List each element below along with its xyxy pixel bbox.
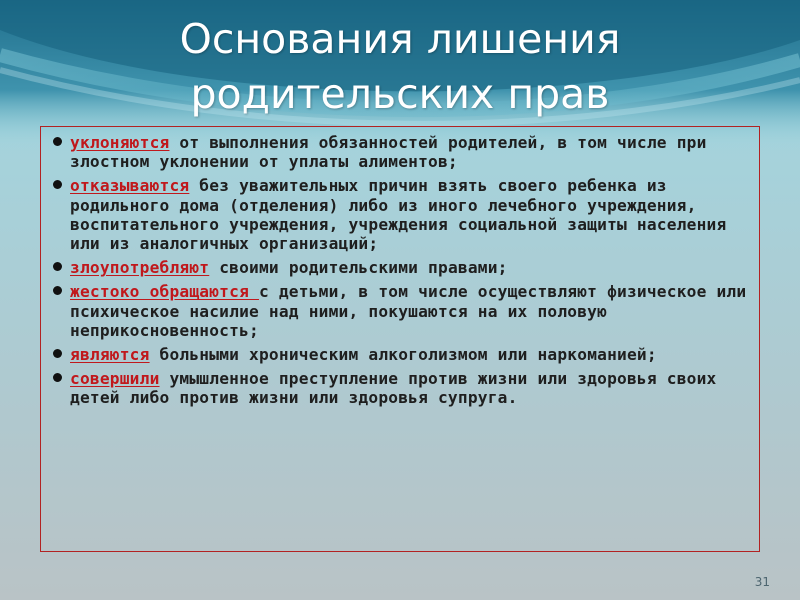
item-text: больными хроническим алкоголизмом или наркоманией; — [149, 345, 657, 365]
item-text: умышленное преступление против жизни или здоровья своих детей либо против жизни или здоровья супруга. — [70, 369, 717, 408]
item-keyword: жестоко обращаются — [70, 282, 259, 302]
list-item — [53, 133, 749, 171]
item-text: от выполнения обязанностей родителей, в том числе при злостном уклонении от уплаты алиментов; — [70, 133, 707, 172]
bullet-list — [53, 133, 749, 408]
item-text: с детьми, в том числе осуществляют физическое или психическое насилие над ними, покушаются на их половую неприкосновенность; — [70, 282, 747, 340]
item-keyword: являются — [70, 345, 150, 365]
item-text: без уважительных причин взять своего ребенка из родильного дома (отделения) либо из иного лечебного учреждения, воспитательного учреждения, учреждения социальной защиты населения или из аналогичных организаций; — [70, 176, 727, 254]
bullet-list-box — [40, 126, 760, 552]
bullet-icon — [53, 262, 62, 271]
list-item — [53, 258, 749, 277]
item-keyword: злоупотребляют — [70, 258, 210, 278]
list-item — [53, 369, 749, 407]
item-keyword: уклоняются — [70, 133, 170, 152]
item-keyword: отказываются — [70, 176, 190, 196]
bullet-icon — [53, 180, 62, 189]
bullet-icon — [53, 286, 62, 295]
list-item — [53, 282, 749, 340]
bullet-icon — [53, 137, 62, 146]
slide-title — [0, 12, 800, 122]
slide-title-line-2: родительских прав — [190, 70, 610, 118]
page-number: 31 — [754, 575, 770, 589]
bullet-icon — [53, 349, 62, 358]
list-item — [53, 176, 749, 253]
item-keyword: совершили — [70, 369, 160, 389]
item-text: своими родительскими правами; — [209, 258, 508, 278]
slide-title-line-1: Основания лишения — [179, 15, 621, 63]
list-item — [53, 345, 749, 364]
bullet-icon — [53, 373, 62, 382]
